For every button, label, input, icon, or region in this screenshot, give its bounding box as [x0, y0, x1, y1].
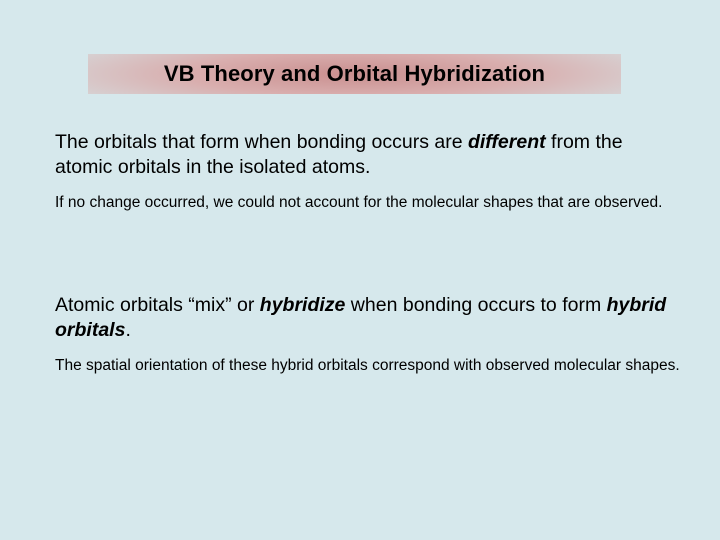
slide-title: VB Theory and Orbital Hybridization [163, 61, 546, 86]
p2-text: If no change occurred, we could not account for the molecular shapes that are observed. [55, 194, 663, 211]
p3-emphasis-hybridize: hybridize [259, 294, 346, 316]
p1-text-before: The orbitals that form when bonding occurs are [55, 131, 468, 153]
p3-text-before: Atomic orbitals “mix” or [55, 294, 260, 316]
paragraph-orbitals-different [55, 130, 685, 180]
title-bar [88, 54, 621, 94]
p3-emphasis-hybrid-orbitals: hybrid orbitals [55, 294, 667, 341]
paragraph-no-change-note [55, 192, 685, 214]
p3-text-after: . [125, 319, 131, 341]
p1-emphasis: different [467, 131, 546, 153]
p1-text-after: from the atomic orbitals in the isolated atoms. [55, 131, 623, 178]
paragraph-spatial-orientation [55, 355, 685, 377]
p4-text: The spatial orientation of these hybrid orbitals correspond with observed molecular shapes. [55, 357, 680, 374]
paragraph-hybridize [55, 293, 685, 343]
p3-text-middle: when bonding occurs to form [345, 294, 607, 316]
